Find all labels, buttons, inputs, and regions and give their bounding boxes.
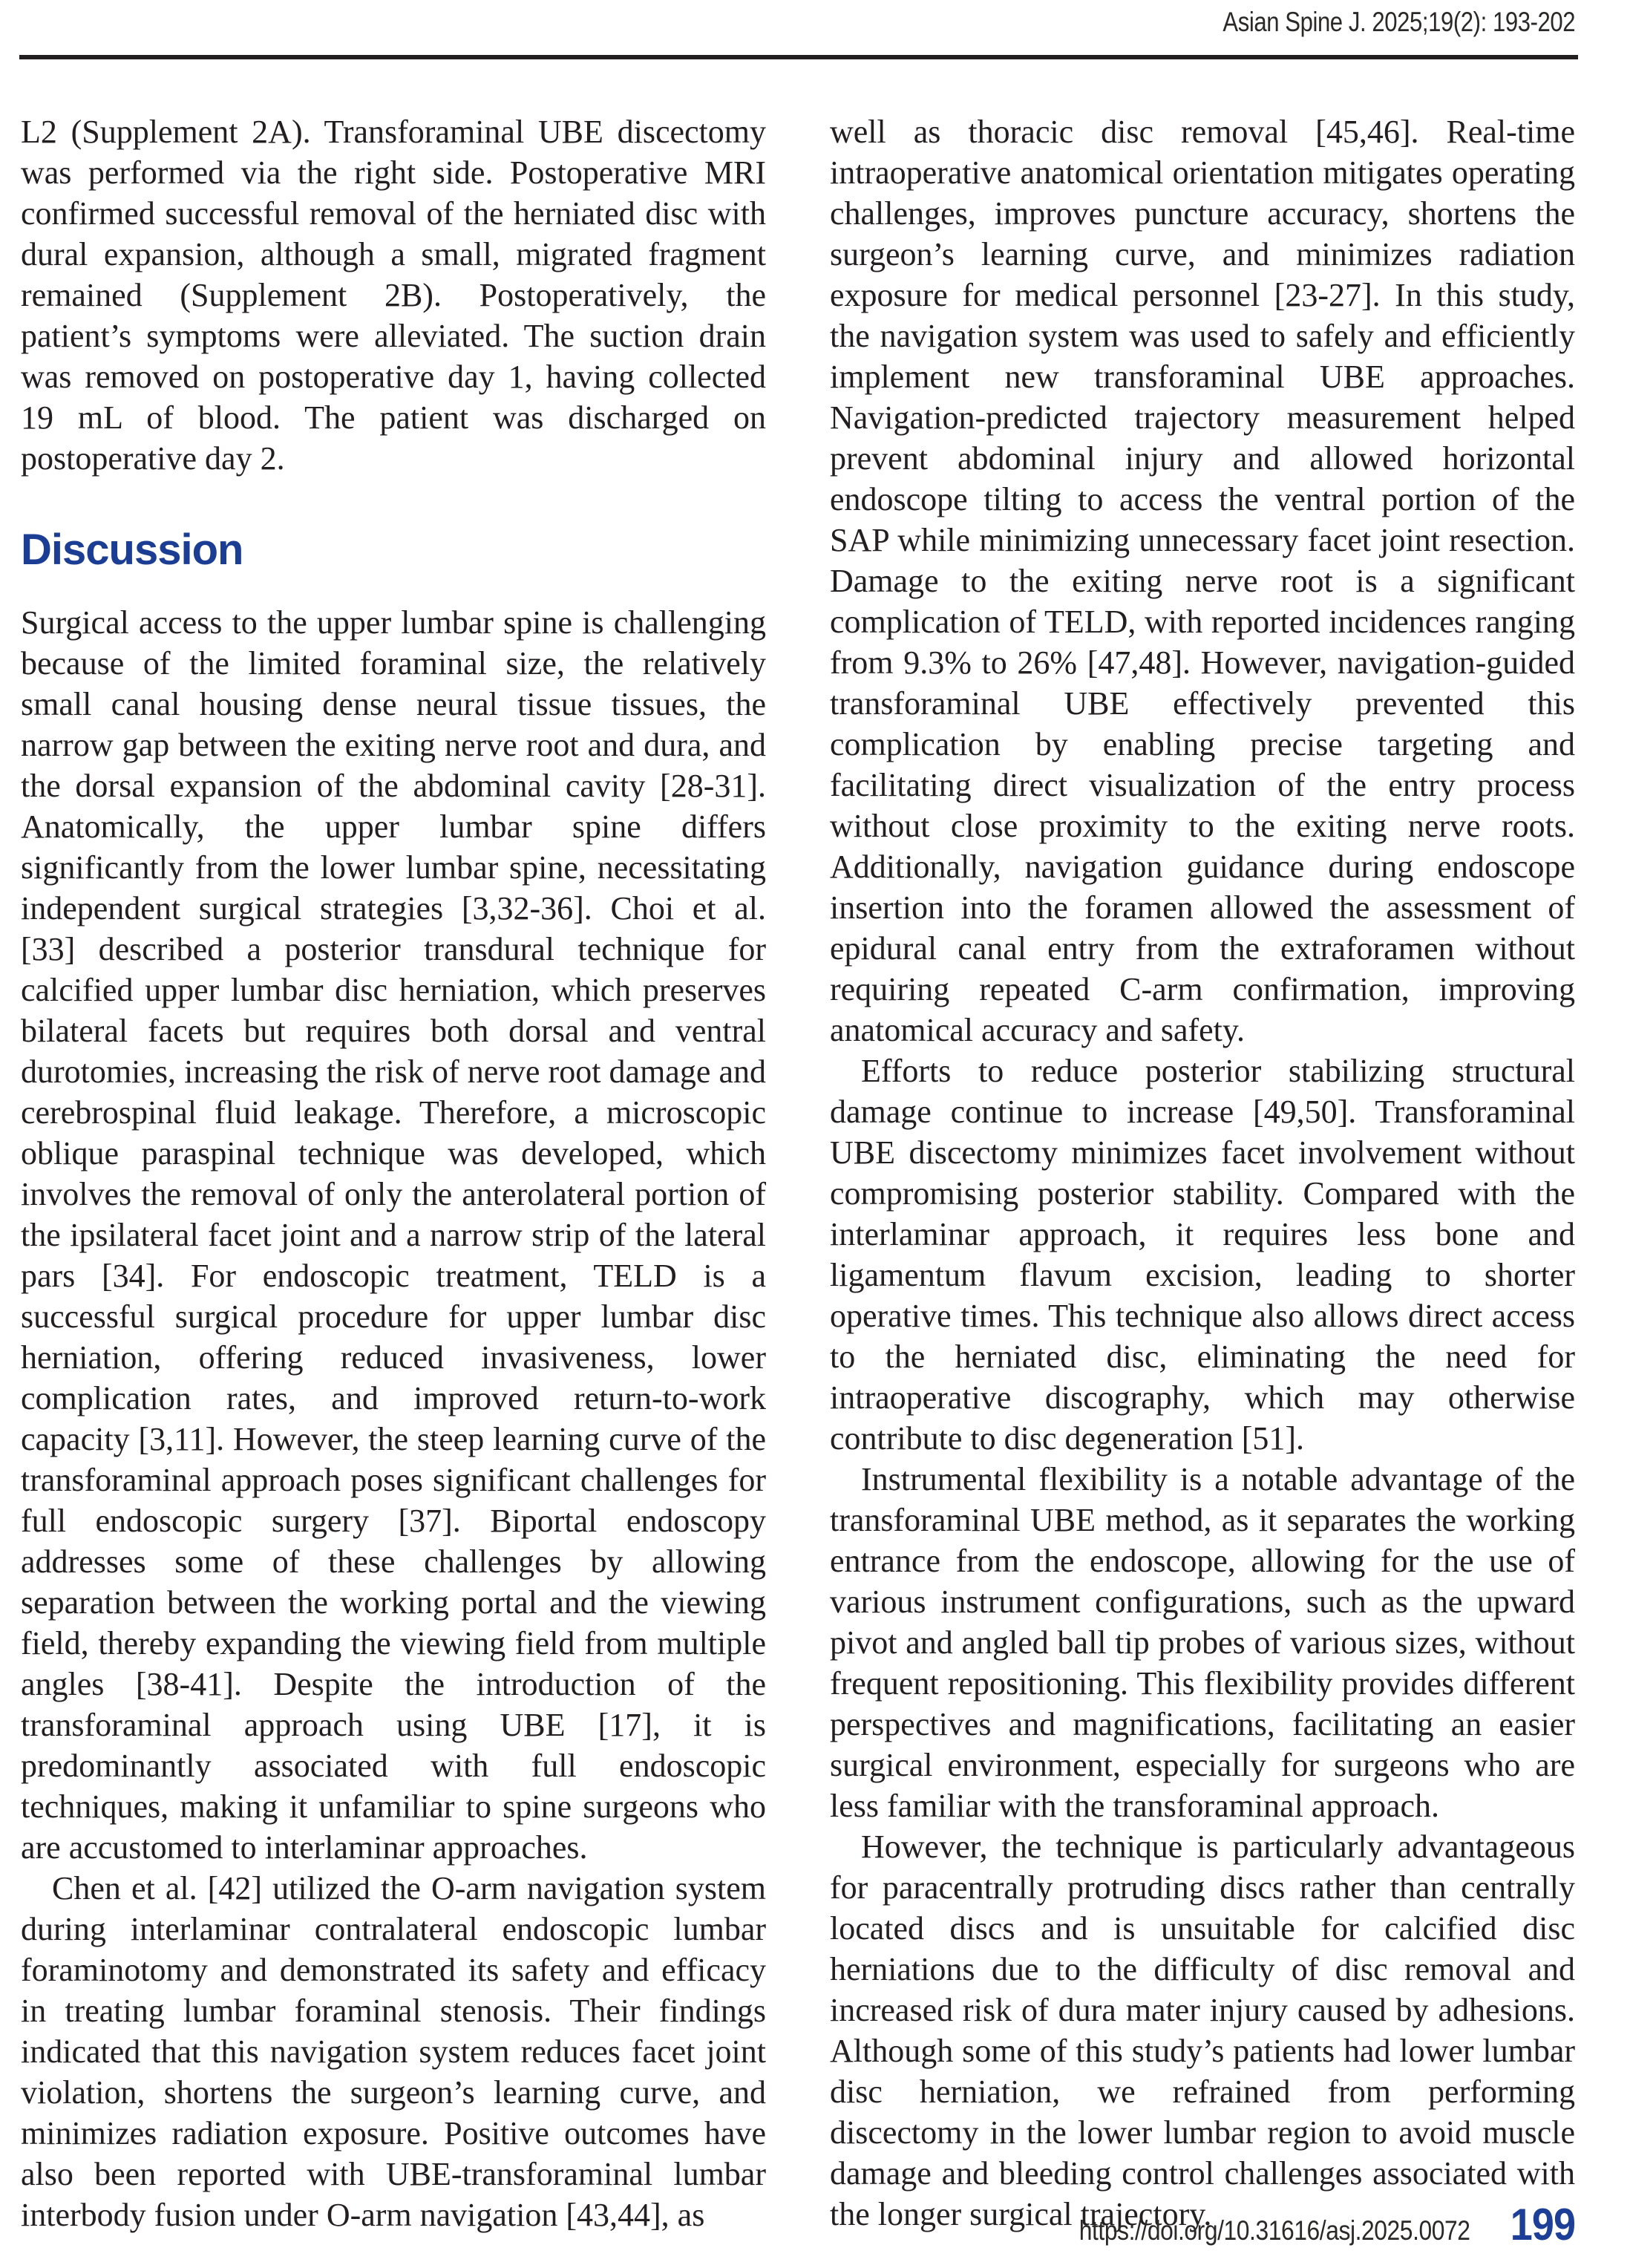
paragraph-technique-limitations: However, the technique is particularly advantageous for paracentrally protruding discs rather than centrally located discs and is unsuitable for calcified disc herniations due to the difficulty of disc removal and increased risk of dura mater injury caused by adhesions. Although some of this study’s patients had lower lumbar disc herniation, we refrained from performing discectomy in the lower lumbar region to avoid muscle damage and bleeding control challenges associated with the longer surgical trajectory.	[830, 1829, 1575, 2232]
article-body	[0, 59, 1630, 2235]
paragraph-navigation-continued: well as thoracic disc removal [45,46]. Real-time intraoperative anatomical orientation mitigates operating challenges, improves puncture accuracy, shortens the surgeon’s learning curve, and minimizes radiation exposure for medical personnel [23-27]. In this study, the navigation system was used to safely and efficiently implement new transforaminal UBE approaches. Navigation-predicted trajectory measurement helped prevent abdominal injury and allowed horizontal endoscope tilting to access the ventral portion of the SAP while minimizing unnecessary facet joint resection. Damage to the exiting nerve root is a significant complication of TELD, with reported incidences ranging from 9.3% to 26% [47,48]. However, navigation-guided transforaminal UBE effectively prevented this complication by enabling precise targeting and facilitating direct visualization of the entry process without close proximity to the exiting nerve roots. Additionally, navigation guidance during endoscope insertion into the foramen allowed the assessment of epidural canal entry from the extraforamen without requiring repeated C-arm confirmation, improving anatomical accuracy and safety.	[830, 114, 1575, 1048]
left-column	[21, 111, 766, 2235]
page-header	[0, 0, 1630, 55]
paragraph-surgical-access: Surgical access to the upper lumbar spine is challenging because of the limited foraminal size, the relatively small canal housing dense neural tissue tissues, the narrow gap between the exiting nerve root and dura, and the dorsal expansion of the abdominal cavity [28-31]. Anatomically, the upper lumbar spine differs significantly from the lower lumbar spine, necessitating independent surgical strategies [3,32-36]. Choi et al. [33] described a posterior transdural technique for calcified upper lumbar disc herniation, which preserves bilateral facets but requires both dorsal and ventral durotomies, increasing the risk of nerve root damage and cerebrospinal fluid leakage. Therefore, a microscopic oblique paraspinal technique was developed, which involves the removal of only the anterolateral portion of the ipsilateral facet joint and a narrow strip of the lateral pars [34]. For endoscopic treatment, TELD is a successful surgical procedure for upper lumbar disc herniation, offering reduced invasiveness, lower complication rates, and improved return-to-work capacity [3,11]. However, the steep learning curve of the transforaminal approach poses significant challenges for full endoscopic surgery [37]. Biportal endoscopy addresses some of these challenges by allowing separation between the working portal and the viewing field, thereby expanding the viewing field from multiple angles [38-41]. Despite the introduction of the transforaminal approach using UBE [17], it is predominantly associated with full endoscopic techniques, making it unfamiliar to spine surgeons who are accustomed to interlaminar approaches.	[21, 604, 766, 1866]
right-column	[830, 111, 1575, 2235]
page-footer	[1015, 2199, 1575, 2250]
paragraph-posterior-stability: Efforts to reduce posterior stabilizing structural damage continue to increase [49,50]. Transforaminal UBE discectomy minimizes facet involvement without compromising posterior stability. Compared with the interlaminar approach, it requires less bone and ligamentum flavum excision, leading to shorter operative times. This technique also allows direct access to the herniated disc, eliminating the need for intraoperative discography, which may otherwise contribute to disc degeneration [51].	[830, 1053, 1575, 1457]
paragraph-chen-navigation: Chen et al. [42] utilized the O-arm navigation system during interlaminar contralateral endoscopic lumbar foraminotomy and demonstrated its safety and efficacy in treating lumbar foraminal stenosis. Their findings indicated that this navigation system reduces facet joint violation, shortens the surgeon’s learning curve, and minimizes radiation exposure. Positive outcomes have also been reported with UBE-transforaminal lumbar interbody fusion under O-arm navigation [43,44], as	[21, 1870, 766, 2233]
paragraph-case-outcome: L2 (Supplement 2A). Transforaminal UBE discectomy was performed via the right side. Postoperative MRI confirmed successful removal of the herniated disc with dural expansion, although a small, migrated fragment remained (Supplement 2B). Postoperatively, the patient’s symptoms were alleviated. The suction drain was removed on postoperative day 1, having collected 19 mL of blood. The patient was discharged on postoperative day 2.	[21, 114, 766, 477]
discussion-heading: Discussion	[21, 526, 243, 574]
journal-citation: Asian Spine J. 2025;19(2): 193-202	[1222, 7, 1575, 37]
page-number: 199	[1510, 2200, 1575, 2249]
doi-link: https://doi.org/10.31616/asj.2025.0072	[1079, 2215, 1470, 2246]
paragraph-instrumental-flexibility: Instrumental flexibility is a notable advantage of the transforaminal UBE method, as it separates the working entrance from the endoscope, allowing for the use of various instrument configurations, such as the upward pivot and angled ball tip probes of various sizes, without frequent repositioning. This flexibility provides different perspectives and magnifications, facilitating an easier surgical environment, especially for surgeons who are less familiar with the transforaminal approach.	[830, 1461, 1575, 1824]
